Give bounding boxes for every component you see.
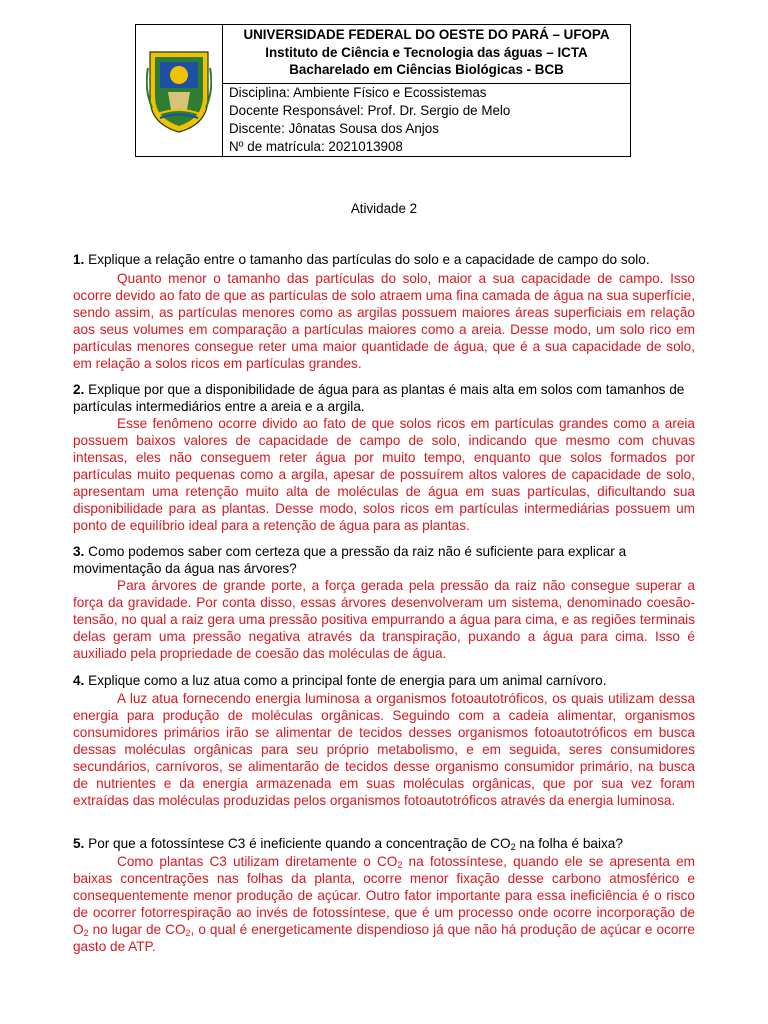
header-text-cell bbox=[223, 25, 630, 156]
institution-block bbox=[223, 25, 630, 84]
answer-1: Quanto menor o tamanho das partículas do solo, maior a sua capacidade de campo. Isso ocorre devido ao fato de que as partículas de solo atraem uma fina camada de água na sua superfície, sendo assim, as partículas menores como as argilas possuem maiores áreas superficiais em relação aos seus volumes em comparação a partículas maiores como a areia. Desse modo, um solo rico em partículas menores consegue reter uma maior quantidade de água, que é a sua capacidade de solo, em relação a solos ricos em partículas grandes. bbox=[73, 271, 695, 371]
institute-name: Instituto de Ciência e Tecnologia das águas – ICTA bbox=[265, 44, 588, 60]
question-3 bbox=[73, 543, 695, 577]
question-number: 1. bbox=[73, 252, 85, 267]
university-name: UNIVERSIDADE FEDERAL DO OESTE DO PARÁ – UFOPA bbox=[243, 27, 610, 42]
answer-2: Esse fenômeno ocorre divido ao fato de que solos ricos em partículas grandes como a areia possuem baixos valores de capacidade de campo de solo, indicando que mesmo com chuvas intensas, eles não conseguem reter água por muito tempo, enquanto que solos formados por partículas muito pequenas como a argila, apesar de possuírem altos valores de capacidade de solo, apresentam uma retenção muito alta de moléculas de água em suas partículas, dificultando sua disponibilidade para as plantas. Desse modo, solos ricos em partículas intermediárias possuem um ponto de equilíbrio ideal para a retenção de água para as plantas. bbox=[73, 416, 695, 533]
question-number: 4. bbox=[73, 673, 85, 688]
answer-3: Para árvores de grande porte, a força gerada pela pressão da raiz não consegue superar a força da gravidade. Por conta disso, essas árvores desenvolveram um sistema, denominado coesão-tensão, no qual a raiz gera uma pressão positiva empurrando a água para cima, e as regiões terminais delas geram uma pressão negativa através da transpiração, puxando a água para cima. Isso é auxiliado pela propriedade de coesão das moléculas de água. bbox=[73, 578, 695, 661]
question-number: 3. bbox=[73, 544, 85, 559]
ufopa-shield-logo-icon bbox=[146, 48, 212, 134]
question-2 bbox=[73, 381, 695, 415]
question-text: Como podemos saber com certeza que a pressão da raiz não é suficiente para explicar a movimentação da água nas árvores? bbox=[73, 544, 627, 576]
logo-cell bbox=[136, 25, 223, 156]
course-name: Bacharelado em Ciências Biológicas - BCB bbox=[289, 62, 564, 77]
question-text: Explique a relação entre o tamanho das partículas do solo e a capacidade de campo do solo. bbox=[88, 252, 650, 267]
question-4 bbox=[73, 672, 695, 689]
question-text: Explique por que a disponibilidade de água para as plantas é mais alta em solos com tamanhos de partículas intermediários entre a areia e a argila. bbox=[73, 382, 685, 414]
question-text: Explique como a luz atua como a principal fonte de energia para um animal carnívoro. bbox=[88, 673, 607, 688]
page-title: Atividade 2 bbox=[350, 201, 418, 216]
question-number: 5. bbox=[73, 836, 85, 851]
question-text: Por que a fotossíntese C3 é ineficiente quando a concentração de $CO_2$ na folha é baixa? bbox=[88, 836, 623, 852]
answer-5: Como plantas C3 utilizam diretamente o $CO_2$ na fotossíntese, quando ele se apresenta em baixas concentrações nas folhas da planta, ocorre menor fixação desse carbono atmosférico e consequentemente menor produção de açúcar. Outro fator importante para essa ineficiência é o risco de ocorrer fotorrespiração ao invés de fotossíntese, que é um processo onde ocorre incorporação de $O_2$ no lugar de $CO_2$, o qual é energeticamente dispendioso já que não há produção de açúcar e ocorre gasto de ATP. bbox=[73, 854, 695, 954]
student-line: Discente: Jônatas Sousa dos Anjos bbox=[229, 121, 439, 136]
discipline-line: Disciplina: Ambiente Físico e Ecossistemas bbox=[229, 85, 487, 100]
answer-4: A luz atua fornecendo energia luminosa a organismos fotoautotróficos, os quais utilizam dessa energia para produção de moléculas orgânicas. Seguindo com a cadeia alimentar, organismos consumidores primários irão se alimentar de tecidos desses organismos fotoautotróficos em busca dessas moléculas orgânicas para seu próprio metabolismo, e em seguida, seres consumidores secundários, carnívoros, se alimentarão de tecidos desse organismo consumidor primário, na busca de nutrientes e da energia armazenada em suas moléculas orgânicas, que por sua vez foram extraídas das moléculas produzidas pelos organismos fotoautotróficos através da energia luminosa. bbox=[73, 691, 695, 808]
question-number: 2. bbox=[73, 382, 85, 397]
enrollment-line: Nº de matrícula: 2021013908 bbox=[229, 139, 403, 154]
question-5 bbox=[73, 835, 695, 852]
teacher-line: Docente Responsável: Prof. Dr. Sergio de Melo bbox=[229, 103, 511, 118]
student-info-block bbox=[223, 84, 630, 156]
question-1 bbox=[73, 251, 695, 268]
header-table bbox=[135, 24, 631, 157]
